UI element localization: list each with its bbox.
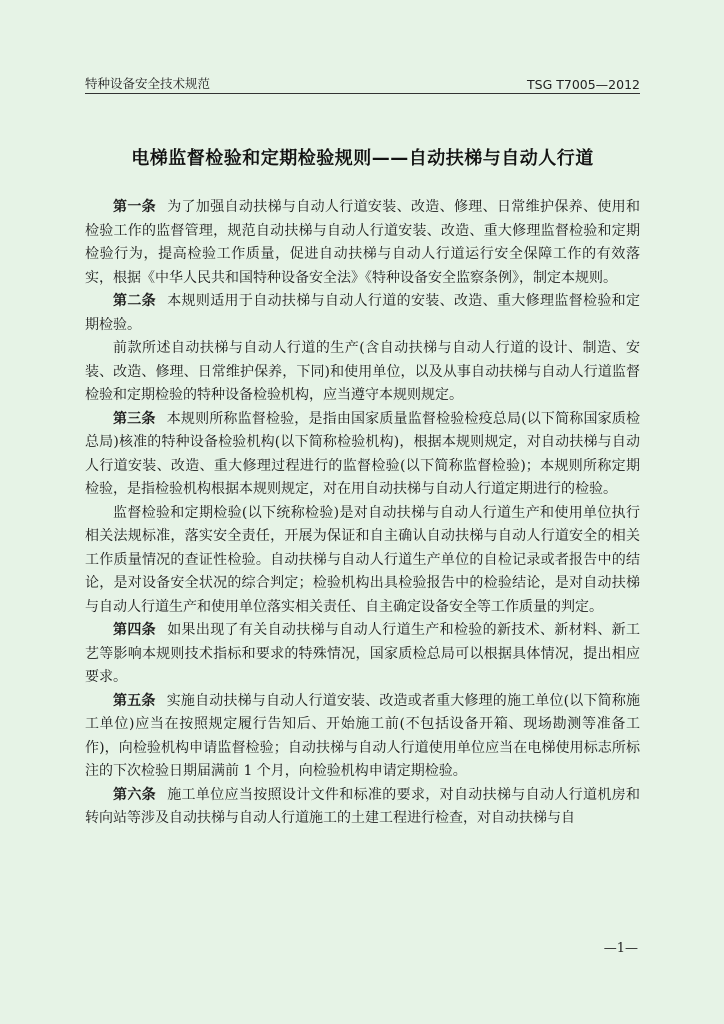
article-label: 第二条 (113, 293, 157, 309)
paragraph-text: 本规则所称监督检验，是指由国家质量监督检验检疫总局(以下简称国家质检总局)核准的特种设备检验机构(以下简称检验机构)，根据本规则规定，对自动扶梯与自动人行道安装、改造、重大修理过程进行的监督检验(以下简称监督检验)；本规则所称定期检验，是指检验机构根据本规则规定，对在用自动扶梯与自动人行道定期进行的检验。 (85, 410, 640, 497)
paragraph-article-6 (85, 784, 640, 831)
paragraph-text: 为了加强自动扶梯与自动人行道安装、改造、修理、日常维护保养、使用和检验工作的监督管理，规范自动扶梯与自动人行道安装、改造、重大修理监督检验和定期检验行为，提高检验工作质量，促进自动扶梯与自动人行道运行安全保障工作的有效落实，根据《中华人民共和国特种设备安全法》《特种设备安全监察条例》，制定本规则。 (85, 199, 641, 286)
paragraph-text: 施工单位应当按照设计文件和标准的要求，对自动扶梯与自动人行道机房和转向站等涉及自动扶梯与自动人行道施工的土建工程进行检查，对自动扶梯与自 (85, 786, 641, 826)
article-label: 第一条 (113, 199, 157, 215)
paragraph-text: 如果出现了有关自动扶梯与自动人行道生产和检验的新技术、新材料、新工艺等影响本规则技术指标和要求的特殊情况，国家质检总局可以根据具体情况，提出相应要求。 (85, 622, 641, 685)
paragraph-article-1 (85, 196, 640, 290)
article-label: 第六条 (113, 786, 157, 803)
paragraph-article-2 (85, 290, 640, 337)
page-number: —1— (603, 941, 638, 956)
header-left: 特种设备安全技术规范 (85, 76, 211, 91)
paragraph-article-5 (85, 690, 640, 784)
document-body (85, 196, 640, 831)
article-label: 第三条 (113, 410, 156, 427)
running-header (85, 72, 640, 92)
paragraph-text: 前款所述自动扶梯与自动人行道的生产(含自动扶梯与自动人行道的设计、制造、安装、改造、修理、日常维护保养，下同)和使用单位，以及从事自动扶梯与自动人行道监督检验和定期检验的特种设备检验机构，应当遵守本规则规定。 (85, 340, 640, 403)
document-title: 电梯监督检验和定期检验规则——自动扶梯与自动人行道 (131, 148, 594, 169)
paragraph-text: 实施自动扶梯与自动人行道安装、改造或者重大修理的施工单位(以下简称施工单位)应当在按照规定履行告知后、开始施工前(不包括设备开箱、现场勘测等准备工作)，向检验机构申请监督检验；自动扶梯与自动人行道使用单位应当在电梯使用标志所标注的下次检验日期届满前 1 个月，向检验机构申请定期检验。 (85, 692, 640, 779)
paragraph-article-3 (85, 408, 640, 502)
article-label: 第四条 (113, 622, 157, 638)
header-right: TSG T7005—2012 (527, 77, 640, 92)
paragraph-article-4 (85, 619, 640, 690)
header-rule (85, 93, 640, 94)
paragraph-article-3-cont (85, 502, 640, 620)
paragraph-text: 本规则适用于自动扶梯与自动人行道的安装、改造、重大修理监督检验和定期检验。 (85, 293, 641, 333)
paragraph-text: 监督检验和定期检验(以下统称检验)是对自动扶梯与自动人行道生产和使用单位执行相关法规标准，落实安全责任，开展为保证和自主确认自动扶梯与自动人行道安全的相关工作质量情况的查证性检验。自动扶梯与自动人行道生产单位的自检记录或者报告中的结论，是对设备安全状况的综合判定；检验机构出具检验报告中的检验结论，是对自动扶梯与自动人行道生产和使用单位落实相关责任、自主确定设备安全等工作质量的判定。 (85, 504, 640, 615)
paragraph-article-2-cont (85, 337, 640, 408)
article-label: 第五条 (113, 692, 156, 709)
